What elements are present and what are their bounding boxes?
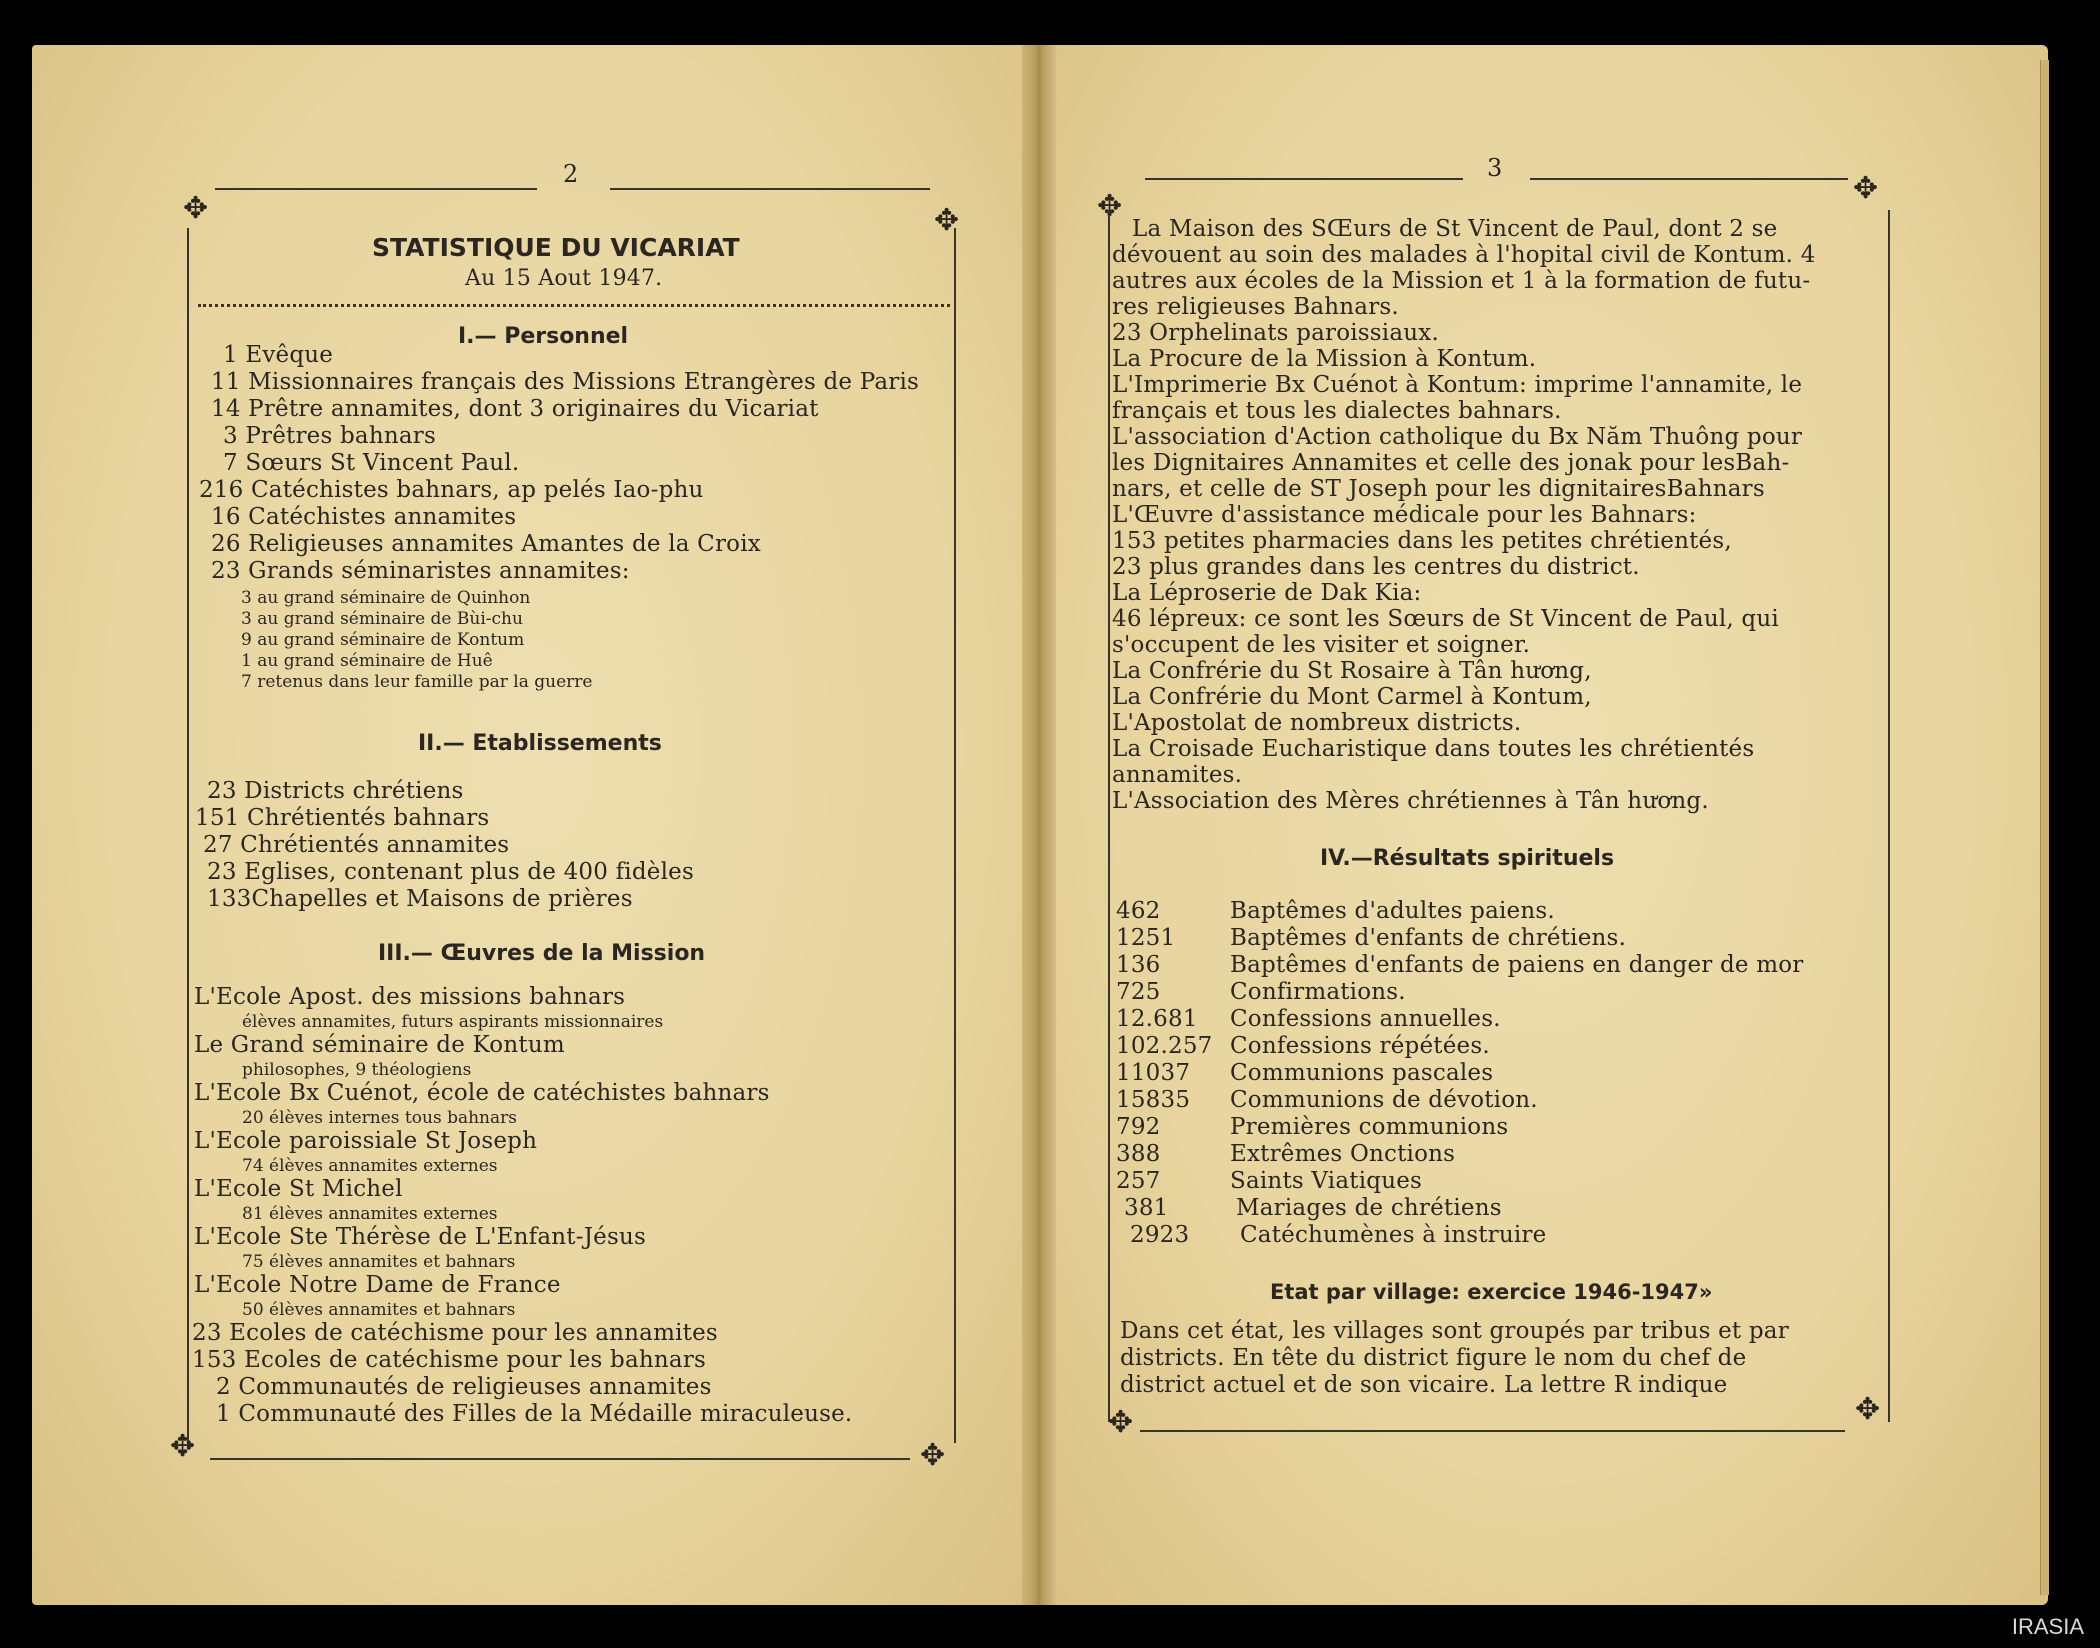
- table-cell-label: Extrêmes Onctions: [1230, 1141, 1456, 1167]
- text-line: La Confrérie du St Rosaire à Tân hương,: [1112, 658, 1592, 684]
- table-cell-number: 1251: [1116, 925, 1176, 951]
- text-line: L'Œuvre d'assistance médicale pour les Bahnars:: [1112, 502, 1697, 528]
- section-heading: III.— Œuvres de la Mission: [378, 941, 706, 966]
- left-bottom-rule: [210, 1458, 910, 1460]
- text-line: La Léproserie de Dak Kia:: [1112, 580, 1422, 606]
- table-cell-label: Catéchumènes à instruire: [1240, 1222, 1547, 1248]
- fleuron-icon: ✥: [170, 1429, 196, 1464]
- left-top-rule-b: [610, 188, 930, 190]
- list-item: 153 Ecoles de catéchisme pour les bahnars: [192, 1347, 707, 1373]
- list-item: 3 Prêtres bahnars: [223, 423, 436, 449]
- text-line: districts. En tête du district figure le nom du chef de: [1120, 1345, 1747, 1371]
- text-line: français et tous les dialectes bahnars.: [1112, 398, 1562, 424]
- table-cell-number: 725: [1116, 979, 1161, 1005]
- text-line: 46 lépreux: ce sont les Sœurs de St Vincent de Paul, qui: [1112, 606, 1779, 632]
- table-cell-label: Confessions répétées.: [1230, 1033, 1490, 1059]
- text-line: res religieuses Bahnars.: [1112, 294, 1399, 320]
- text-line: L'Imprimerie Bx Cuénot à Kontum: imprime l'annamite, le: [1112, 372, 1803, 398]
- list-item: 26 Religieuses annamites Amantes de la Croix: [211, 531, 761, 557]
- table-cell-number: 462: [1116, 898, 1161, 924]
- list-item: 1 Communauté des Filles de la Médaille miraculeuse.: [216, 1401, 853, 1427]
- fleuron-icon: ✥: [1855, 1392, 1881, 1427]
- list-subitem: 75 élèves annamites et bahnars: [242, 1252, 516, 1272]
- text-line: La Croisade Eucharistique dans toutes les chrétientés: [1112, 736, 1755, 762]
- list-item: L'Ecole Ste Thérèse de L'Enfant-Jésus: [194, 1224, 646, 1250]
- list-item: 23 Districts chrétiens: [207, 778, 464, 804]
- table-cell-label: Saints Viatiques: [1230, 1168, 1423, 1194]
- right-top-rule-a: [1145, 178, 1463, 180]
- fleuron-icon: ✥: [183, 191, 209, 226]
- text-line: La Maison des SŒurs de St Vincent de Paul, dont 2 se: [1132, 216, 1778, 242]
- section-heading: II.— Etablissements: [418, 731, 662, 756]
- list-item: Le Grand séminaire de Kontum: [194, 1032, 565, 1058]
- table-cell-label: Communions de dévotion.: [1230, 1087, 1538, 1113]
- right-bottom-rule: [1140, 1430, 1845, 1432]
- page-edge: [2040, 60, 2049, 1595]
- table-cell-number: 11037: [1116, 1060, 1191, 1086]
- text-line: 23 Orphelinats paroissiaux.: [1112, 320, 1439, 346]
- dotted-separator: [198, 304, 950, 307]
- left-top-rule-a: [215, 188, 537, 190]
- table-cell-label: Premières communions: [1230, 1114, 1509, 1140]
- list-item: 1 Evêque: [223, 342, 334, 368]
- list-subitem: 3 au grand séminaire de Quinhon: [241, 588, 531, 608]
- table-cell-number: 792: [1116, 1114, 1161, 1140]
- text-line: autres aux écoles de la Mission et 1 à la formation de futu-: [1112, 268, 1811, 294]
- section-heading: I.— Personnel: [458, 324, 629, 349]
- text-line: Dans cet état, les villages sont groupés par tribus et par: [1120, 1318, 1789, 1344]
- watermark: IRASIA: [2011, 1614, 2084, 1639]
- list-item: 23 Ecoles de catéchisme pour les annamites: [192, 1320, 718, 1346]
- table-cell-number: 136: [1116, 952, 1161, 978]
- list-item: 133Chapelles et Maisons de prières: [207, 886, 633, 912]
- fleuron-icon: ✥: [1108, 1405, 1134, 1440]
- table-cell-label: Confirmations.: [1230, 979, 1406, 1005]
- text-line: district actuel et de son vicaire. La lettre R indique: [1120, 1372, 1728, 1398]
- list-subitem: 3 au grand séminaire de Bùi-chu: [241, 609, 523, 629]
- table-cell-label: Communions pascales: [1230, 1060, 1494, 1086]
- list-item: 16 Catéchistes annamites: [211, 504, 517, 530]
- list-subitem: 74 élèves annamites externes: [242, 1156, 498, 1176]
- list-item: L'Ecole Notre Dame de France: [194, 1272, 561, 1298]
- right-top-rule-b: [1530, 178, 1848, 180]
- table-cell-number: 102.257: [1116, 1033, 1213, 1059]
- table-cell-number: 2923: [1130, 1222, 1190, 1248]
- text-line: L'association d'Action catholique du Bx Năm Thuông pour: [1112, 424, 1803, 450]
- list-item: L'Ecole St Michel: [194, 1176, 403, 1202]
- table-cell-label: Mariages de chrétiens: [1236, 1195, 1502, 1221]
- text-line: s'occupent de les visiter et soigner.: [1112, 632, 1531, 658]
- table-cell-label: Confessions annuelles.: [1230, 1006, 1501, 1032]
- fleuron-icon: ✥: [1853, 171, 1879, 206]
- list-subitem: 20 élèves internes tous bahnars: [242, 1108, 517, 1128]
- list-item: L'Ecole Apost. des missions bahnars: [194, 984, 626, 1010]
- list-item: 7 Sœurs St Vincent Paul.: [223, 450, 520, 476]
- list-item: L'Ecole paroissiale St Joseph: [194, 1128, 538, 1154]
- list-item: 23 Grands séminaristes annamites:: [211, 558, 630, 584]
- text-line: dévouent au soin des malades à l'hopital civil de Kontum. 4: [1112, 242, 1816, 268]
- list-item: 14 Prêtre annamites, dont 3 originaires du Vicariat: [211, 396, 819, 422]
- list-subitem: 7 retenus dans leur famille par la guerre: [241, 672, 593, 692]
- text-line: La Confrérie du Mont Carmel à Kontum,: [1112, 684, 1592, 710]
- list-item: 151 Chrétientés bahnars: [195, 805, 490, 831]
- left-page-number: 2: [563, 160, 579, 188]
- text-line: les Dignitaires Annamites et celle des jonak pour lesBah-: [1112, 450, 1790, 476]
- fleuron-icon: ✥: [920, 1438, 946, 1473]
- fleuron-icon: ✥: [934, 203, 960, 238]
- text-line: L'Association des Mères chrétiennes à Tân hương.: [1112, 788, 1709, 814]
- text-line: La Procure de la Mission à Kontum.: [1112, 346, 1537, 372]
- text-line: nars, et celle de ST Joseph pour les dignitairesBahnars: [1112, 476, 1765, 502]
- list-subitem: philosophes, 9 théologiens: [242, 1060, 472, 1080]
- table-cell-label: Baptêmes d'enfants de paiens en danger de mor: [1230, 952, 1804, 978]
- page-title: STATISTIQUE DU VICARIAT: [372, 233, 740, 262]
- text-line: annamites.: [1112, 762, 1243, 788]
- book-gutter: [1022, 45, 1056, 1605]
- section-heading: IV.—Résultats spirituels: [1320, 846, 1615, 871]
- table-cell-number: 381: [1124, 1195, 1169, 1221]
- list-subitem: 81 élèves annamites externes: [242, 1204, 498, 1224]
- fleuron-icon: ✥: [1097, 189, 1123, 224]
- title-date: Au 15 Aout 1947.: [465, 266, 663, 291]
- table-cell-label: Baptêmes d'enfants de chrétiens.: [1230, 925, 1627, 951]
- etat-heading: Etat par village: exercice 1946-1947»: [1270, 1280, 1713, 1304]
- list-item: L'Ecole Bx Cuénot, école de catéchistes bahnars: [194, 1080, 770, 1106]
- right-page-number: 3: [1487, 154, 1503, 182]
- text-line: 153 petites pharmacies dans les petites chrétientés,: [1112, 528, 1732, 554]
- list-subitem: élèves annamites, futurs aspirants missionnaires: [242, 1012, 664, 1032]
- list-item: 23 Eglises, contenant plus de 400 fidèles: [207, 859, 694, 885]
- table-cell-number: 388: [1116, 1141, 1161, 1167]
- text-line: 23 plus grandes dans les centres du district.: [1112, 554, 1640, 580]
- list-item: 27 Chrétientés annamites: [203, 832, 510, 858]
- list-subitem: 9 au grand séminaire de Kontum: [241, 630, 525, 650]
- table-cell-label: Baptêmes d'adultes paiens.: [1230, 898, 1555, 924]
- list-item: 2 Communautés de religieuses annamites: [216, 1374, 712, 1400]
- list-item: 11 Missionnaires français des Missions Etrangères de Paris: [211, 369, 920, 395]
- list-subitem: 1 au grand séminaire de Huê: [241, 651, 493, 671]
- table-cell-number: 12.681: [1116, 1006, 1198, 1032]
- text-line: L'Apostolat de nombreux districts.: [1112, 710, 1522, 736]
- list-subitem: 50 élèves annamites et bahnars: [242, 1300, 516, 1320]
- table-cell-number: 257: [1116, 1168, 1161, 1194]
- list-item: 216 Catéchistes bahnars, ap pelés Iao-phu: [199, 477, 704, 503]
- table-cell-number: 15835: [1116, 1087, 1191, 1113]
